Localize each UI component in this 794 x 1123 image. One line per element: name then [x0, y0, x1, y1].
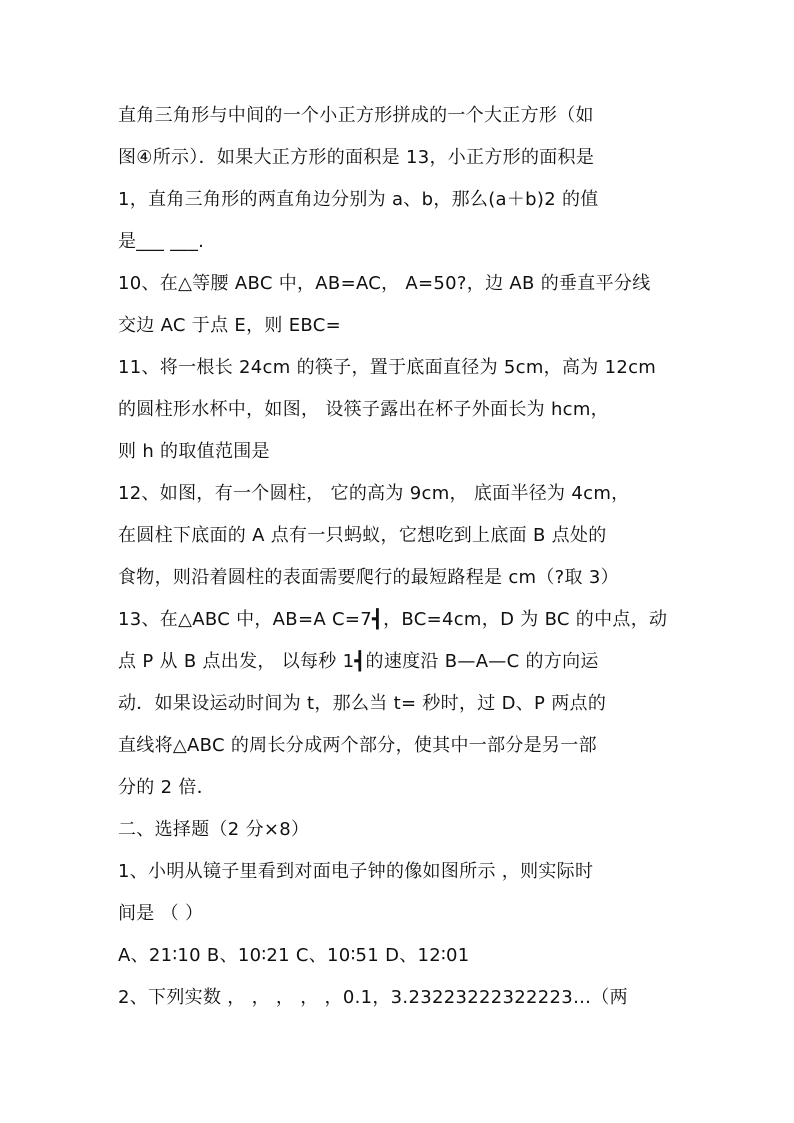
text-line: 分的 2 倍． — [118, 777, 215, 798]
text-line: 直角三角形与中间的一个小正方形拼成的一个大正方形（如 — [118, 105, 594, 126]
question-13-line: 13、在△ABC 中，AB=A C=7┫，BC=4cm，D 为 BC 的中点，动 — [118, 609, 668, 630]
text-line: 交边 AC 于点 E，则 EBC= — [118, 315, 341, 336]
text-line: 食物，则沿着圆柱的表面需要爬行的最短路程是 cm（?取 3） — [118, 567, 619, 588]
choice-question-2-line: 2、下列实数 ， ， ， ， ，0.1，3.23223222322223…（两 — [118, 987, 628, 1008]
question-12-line: 12、如图，有一个圆柱， 它的高为 9cm， 底面半径为 4cm， — [118, 483, 630, 504]
question-10-line: 10、在△等腰 ABC 中，AB=AC， A=50?，边 AB 的垂直平分线 — [118, 273, 651, 294]
answer-options: A、21∶10 B、10∶21 C、10∶51 D、12∶01 — [118, 945, 470, 966]
section-heading: 二、选择题（2 分×8） — [118, 819, 310, 840]
text-line: 动．如果设运动时间为 t，那么当 t= 秒时，过 D、P 两点的 — [118, 693, 607, 714]
text-line: 则 h 的取值范围是 — [118, 441, 270, 462]
text-line: 图④所示）．如果大正方形的面积是 13，小正方形的面积是 — [118, 147, 595, 168]
question-11-line: 11、将一根长 24cm 的筷子，置于底面直径为 5cm，高为 12cm — [118, 357, 657, 378]
text-line: 直线将△ABC 的周长分成两个部分，使其中一部分是另一部 — [118, 735, 597, 756]
text-line: 间是 （ ） — [118, 903, 204, 924]
text-line: 的圆柱形水杯中，如图， 设筷子露出在杯子外面长为 hcm， — [118, 399, 609, 420]
text-line: 点 P 从 B 点出发， 以每秒 1┫的速度沿 B—A—C 的方向运 — [118, 651, 599, 672]
text-line: 1，直角三角形的两直角边分别为 a、b，那么(a＋b)2 的值 — [118, 189, 599, 210]
choice-question-1-line: 1、小明从镜子里看到对面电子钟的像如图所示 ，则实际时 — [118, 861, 594, 882]
text-line: 在圆柱下底面的 A 点有一只蚂蚁，它想吃到上底面 B 点处的 — [118, 525, 607, 546]
text-line: 是___ ___. — [118, 231, 205, 252]
